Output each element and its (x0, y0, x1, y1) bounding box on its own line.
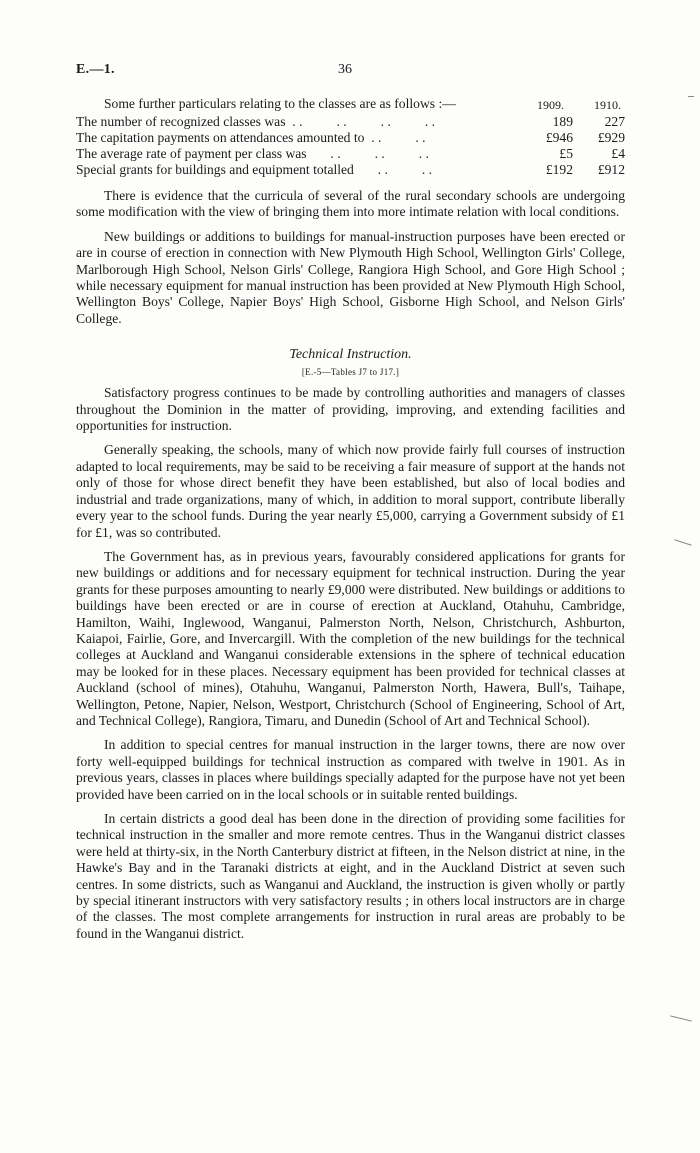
leader-dots: . . . . . . (306, 146, 429, 161)
page-header (76, 62, 625, 82)
table-row (76, 114, 625, 130)
page-number: 36 (338, 62, 352, 77)
paragraph-local-support: Generally speaking, the schools, many of which now provide fairly full courses of instruction adapted to local requirements, may be said to be receiving a fair measure of support at the hands not only of those for whose direct benefit they have been established, but also of local bodies and industrial and trade organizations, many of which, in addition to moral support, contribute liberally every year to the school funds. During the year nearly £5,000, carrying a Government subsidy of £1 for £1, was so contributed. (76, 442, 625, 540)
margin-mark (688, 96, 694, 97)
section-reference: [E.-5—Tables J7 to J17.] (301, 367, 400, 378)
value-1910: £929 (597, 130, 625, 145)
paragraph-rural-districts: In certain districts a good deal has been done in the direction of providing some facilities for technical instruction in the smaller and more remote centres. Thus in the Wanganui district classes were held at thirty-six, in the North Canterbury district at fifteen, in the Nelson district at nine, in the Hawke's Bay and in the Taranaki districts at eight, and in the Auckland District at seven such centres. In some districts, such as Wanganui and Auckland, the instruction is given wholly or partly by special itinerant instructors with very satisfactory results ; in others local instructors are in charge of the classes. The most complete arrangements for instruction in rural areas are probably to be found in the Wanganui district. (76, 811, 625, 941)
row-label: The number of recognized classes was (76, 114, 286, 129)
document-reference: E.—1. (76, 62, 115, 77)
document-page (76, 62, 625, 942)
leader-dots: . . . . . . . . (285, 114, 436, 129)
table-row (76, 130, 625, 146)
particulars-intro-text: Some further particulars relating to the classes are as follows :— (104, 96, 456, 111)
section-title: Technical Instruction. (289, 347, 412, 363)
paragraph-satisfactory-progress: Satisfactory progress continues to be made by controlling authorities and managers of classes throughout the Dominion in the matter of providing, improving, and extending facilities and opportunities for instruction. (76, 385, 625, 434)
table-row (76, 162, 625, 178)
value-1909: £5 (559, 146, 573, 161)
leader-dots: . . . . (364, 130, 426, 145)
margin-mark (670, 1015, 692, 1021)
column-header-1909: 1909. (537, 98, 564, 112)
paragraph-government-grants: The Government has, as in previous years, favourably considered applications for grants for new buildings or additions and for necessary equipment for technical instruction. During the year grants for these purposes amounting to nearly £9,000 were distributed. New buildings or additions to buildings have been erected or are in course of erection at Auckland, Otahuhu, Cambridge, Hamilton, Waihi, Inglewood, Wanganui, Palmerston North, Nelson, Christchurch, Ashburton, Kaiapoi, Fairlie, Gore, and Invercargill. With the completion of the new buildings for the technical colleges at Auckland and Wanganui considerable extensions in the sphere of technical education may be looked for in these places. Necessary equipment has been provided for technical classes at Auckland (school of mines), Otahuhu, Wanganui, Palmerston North, Hawera, Bull's, Taihape, Wellington, Petone, Napier, Nelson, Westport, Christchurch (School of Engineering, School of Art, and Technical College), Rangiora, Timaru, and Dunedin (School of Art and Technical School). (76, 548, 625, 728)
value-1910: £4 (611, 146, 625, 161)
value-1909: £192 (545, 162, 573, 177)
table-row (76, 146, 625, 162)
particulars-table (76, 114, 625, 178)
value-1910: 227 (604, 114, 625, 129)
leader-dots: . . . . (353, 162, 433, 177)
row-label: The average rate of payment per class was (76, 146, 307, 161)
paragraph-special-centres: In addition to special centres for manual instruction in the larger towns, there are now over forty well-equipped buildings for technical instruction as compared with twelve in 1901. As in previous years, classes in places where buildings specially adapted for the purpose have not yet been provided have been carried on in the local schools or in suitable rented buildings. (76, 737, 625, 802)
paragraph-curricula: There is evidence that the curricula of several of the rural secondary schools are undergoing some modification with the view of bringing them into more intimate relation with local conditions. (76, 188, 625, 220)
row-label: The capitation payments on attendances amounted to (76, 130, 365, 145)
column-header-1910: 1910. (594, 98, 621, 112)
value-1909: 189 (552, 114, 573, 129)
row-label: Special grants for buildings and equipment totalled (76, 162, 354, 177)
particulars-intro (76, 96, 625, 114)
margin-mark (674, 539, 691, 546)
value-1910: £912 (597, 162, 625, 177)
value-1909: £946 (545, 130, 573, 145)
paragraph-manual-instruction-buildings: New buildings or additions to buildings for manual-instruction purposes have been erected or are in course of erection in connection with New Plymouth High School, Wellington Girls' College, Marlborough High School, Nelson Girls' College, Rangiora High School, and Gore High School ; while necessary equipment for manual instruction has been provided at New Plymouth High School, Wellington Boys' College, Napier Boys' High School, Gisborne High School, and Nelson Girls' College. (76, 228, 625, 326)
